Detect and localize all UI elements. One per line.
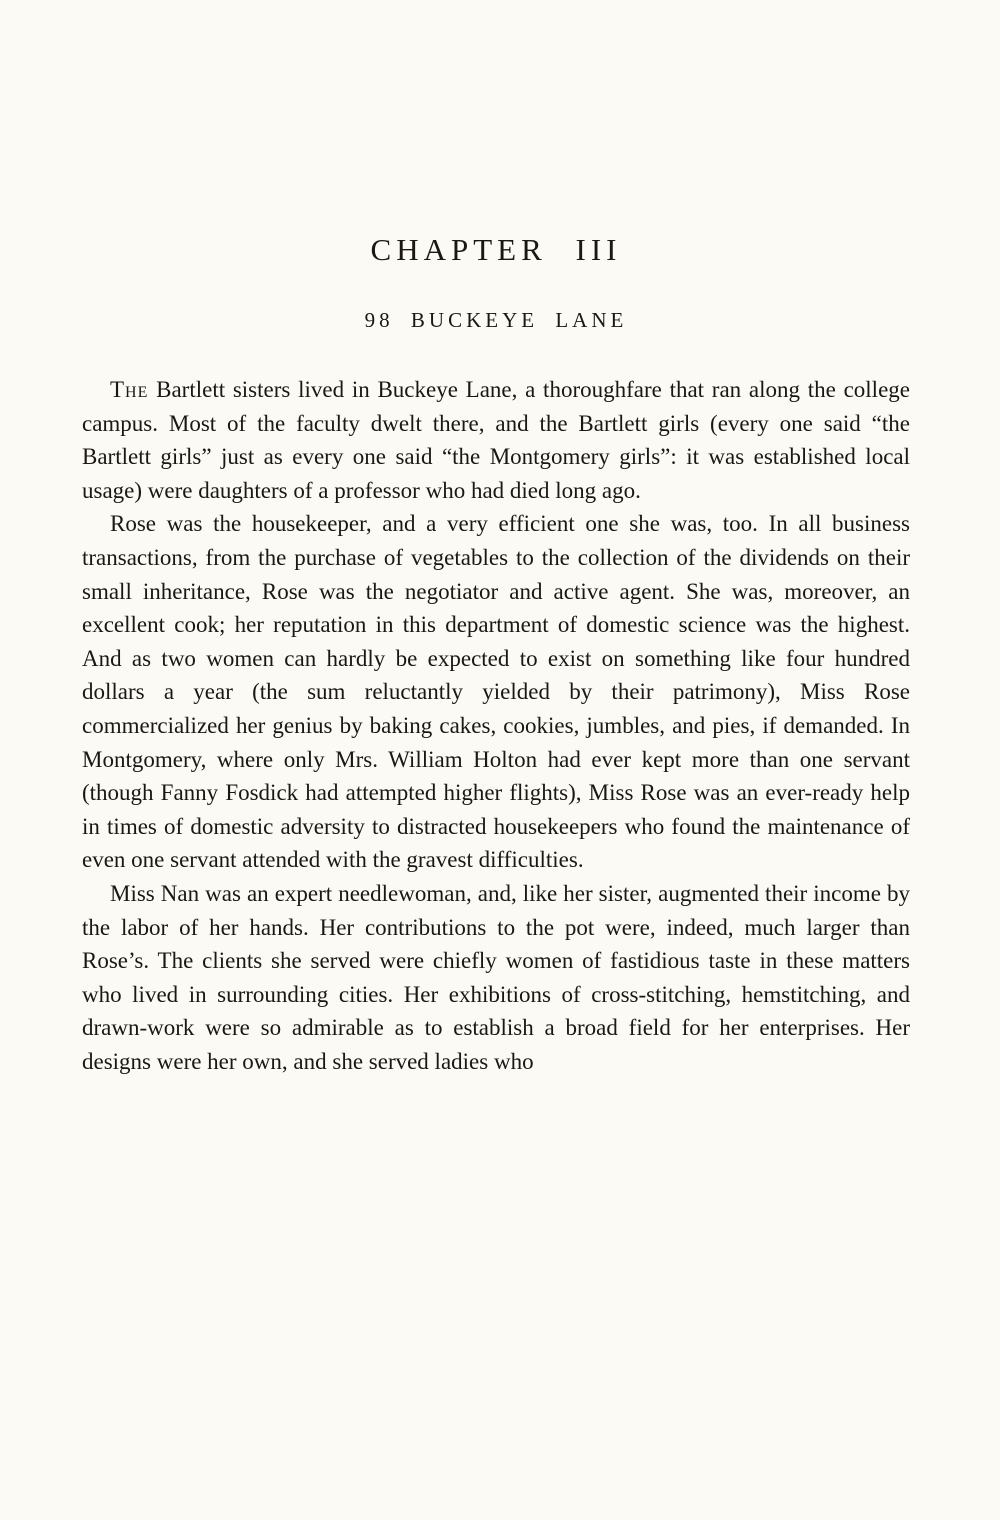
paragraph-1 bbox=[82, 373, 910, 507]
paragraph-1-lead-word: The bbox=[110, 377, 149, 402]
paragraph-1-text: Bartlett sisters lived in Buckeye Lane, a thoroughfare that ran along the college campus. Most of the faculty dwelt there, and the Bartlett girls (every one said “the Bartlett girls” just as every one said “the Montgomery girls”: it was established local usage) were daughters of a professor who had died long ago. bbox=[82, 377, 910, 503]
paragraph-3: Miss Nan was an expert needlewoman, and, like her sister, augmented their income by the labor of her hands. Her contributions to the pot were, indeed, much larger than Rose’s. The clients she served were chiefly women of fastidious taste in these matters who lived in surrounding cities. Her exhibitions of cross-stitching, hemstitching, and drawn-work were so admirable as to establish a broad field for her enterprises. Her designs were her own, and she served ladies who bbox=[82, 880, 910, 1074]
page-body bbox=[82, 373, 910, 1078]
paragraph-2: Rose was the housekeeper, and a very efficient one she was, too. In all business transactions, from the purchase of vegetables to the collection of the dividends on their small inheritance, Rose was the negotiator and active agent. She was, moreover, an excellent cook; her reputation in this department of domestic science was the highest. And as two women can hardly be expected to exist on something like four hundred dollars a year (the sum reluctantly yielded by their patrimony), Miss Rose commercialized her genius by baking cakes, cookies, jumbles, and pies, if demanded. In Montgomery, where only Mrs. William Holton had ever kept more than one servant (though Fanny Fosdick had attempted higher flights), Miss Rose was an ever-ready help in times of domestic adversity to distracted housekeepers who found the maintenance of even one servant attended with the gravest difficulties. bbox=[82, 511, 910, 873]
chapter-title: CHAPTER III bbox=[370, 232, 622, 267]
chapter-subtitle: 98 BUCKEYE LANE bbox=[364, 308, 628, 332]
